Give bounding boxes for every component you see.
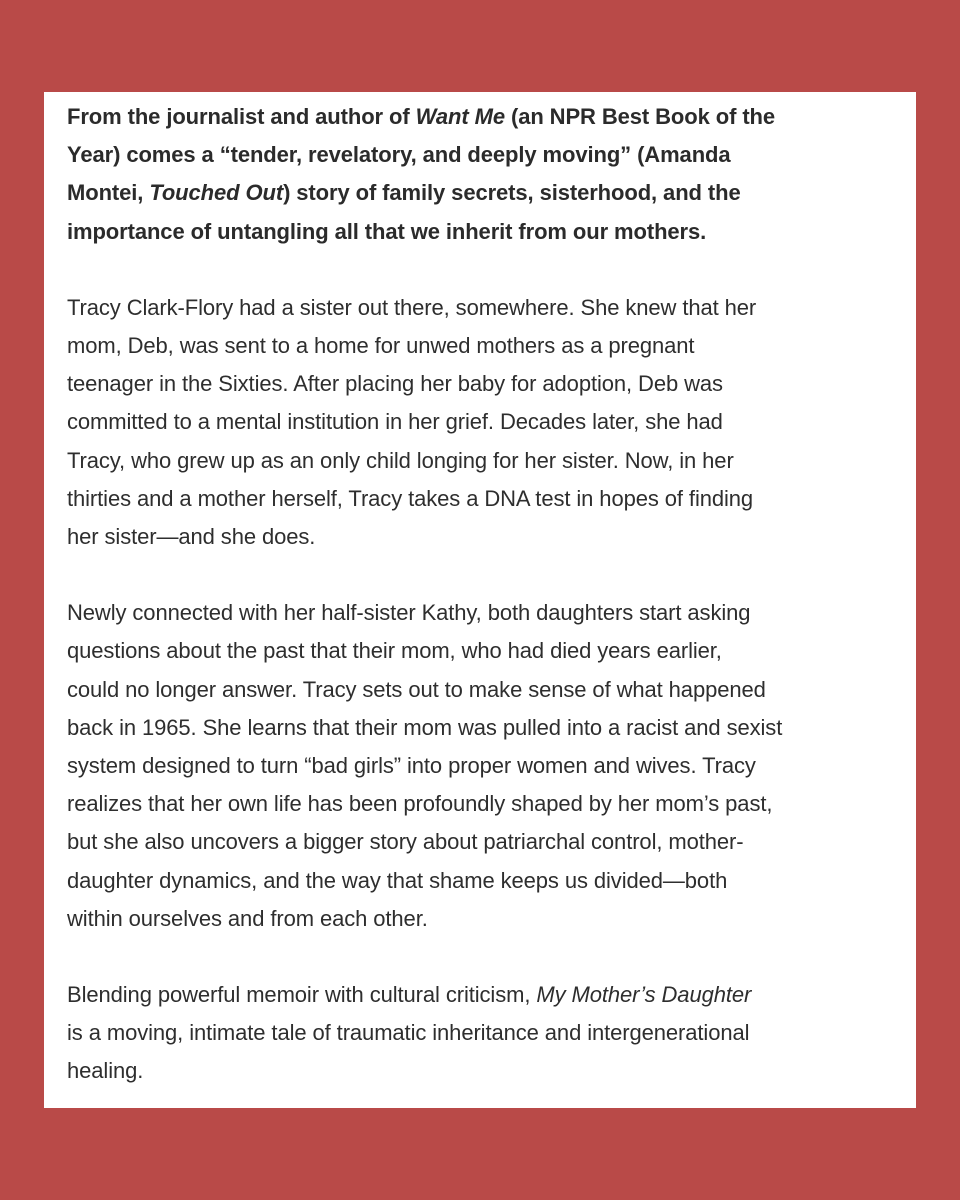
context-line: but she also uncovers a bigger story about patriarchal control, mother- (67, 829, 744, 855)
context-line: system designed to turn “bad girls” into proper women and wives. Tracy (67, 753, 756, 779)
book-title-touched-out: Touched Out (149, 180, 284, 206)
context-line: realizes that her own life has been profoundly shaped by her mom’s past, (67, 791, 773, 817)
intro-line: Year) comes a “tender, revelatory, and deeply moving” (Amanda (67, 142, 731, 168)
story-line: Tracy, who grew up as an only child longing for her sister. Now, in her (67, 447, 734, 473)
context-line: back in 1965. She learns that their mom was pulled into a racist and sexist (67, 714, 783, 740)
closing-paragraph (67, 976, 896, 1091)
context-paragraph (67, 594, 896, 938)
story-line: mom, Deb, was sent to a home for unwed mothers as a pregnant (67, 333, 695, 359)
context-line: Newly connected with her half-sister Kathy, both daughters start asking (67, 600, 751, 626)
context-line: could no longer answer. Tracy sets out to make sense of what happened (67, 676, 766, 702)
intro-line: From the journalist and author of Want Me (an NPR Best Book of the (67, 104, 776, 129)
story-paragraph (67, 289, 896, 556)
story-line: her sister—and she does. (67, 524, 316, 550)
context-line: within ourselves and from each other. (67, 905, 428, 931)
story-line: committed to a mental institution in her grief. Decades later, she had (67, 409, 723, 435)
book-title-my-mothers-daughter: My Mother’s Daughter (536, 982, 752, 1008)
closing-line: Blending powerful memoir with cultural criticism, My Mother’s Daughter (67, 982, 752, 1008)
context-line: questions about the past that their mom, who had died years earlier, (67, 638, 722, 664)
description-card (44, 92, 916, 1108)
story-line: teenager in the Sixties. After placing her baby for adoption, Deb was (67, 371, 723, 397)
book-title-want-me: Want Me (415, 104, 505, 129)
story-line: Tracy Clark-Flory had a sister out there, somewhere. She knew that her (67, 294, 757, 320)
closing-line: is a moving, intimate tale of traumatic inheritance and intergenerational (67, 1020, 750, 1046)
story-line: thirties and a mother herself, Tracy takes a DNA test in hopes of finding (67, 485, 754, 511)
intro-line: Montei, Touched Out) story of family secrets, sisterhood, and the (67, 180, 741, 206)
closing-line: healing. (67, 1058, 144, 1084)
context-line: daughter dynamics, and the way that shame keeps us divided—both (67, 867, 728, 893)
intro-paragraph (67, 98, 896, 251)
intro-line: importance of untangling all that we inherit from our mothers. (67, 218, 707, 244)
